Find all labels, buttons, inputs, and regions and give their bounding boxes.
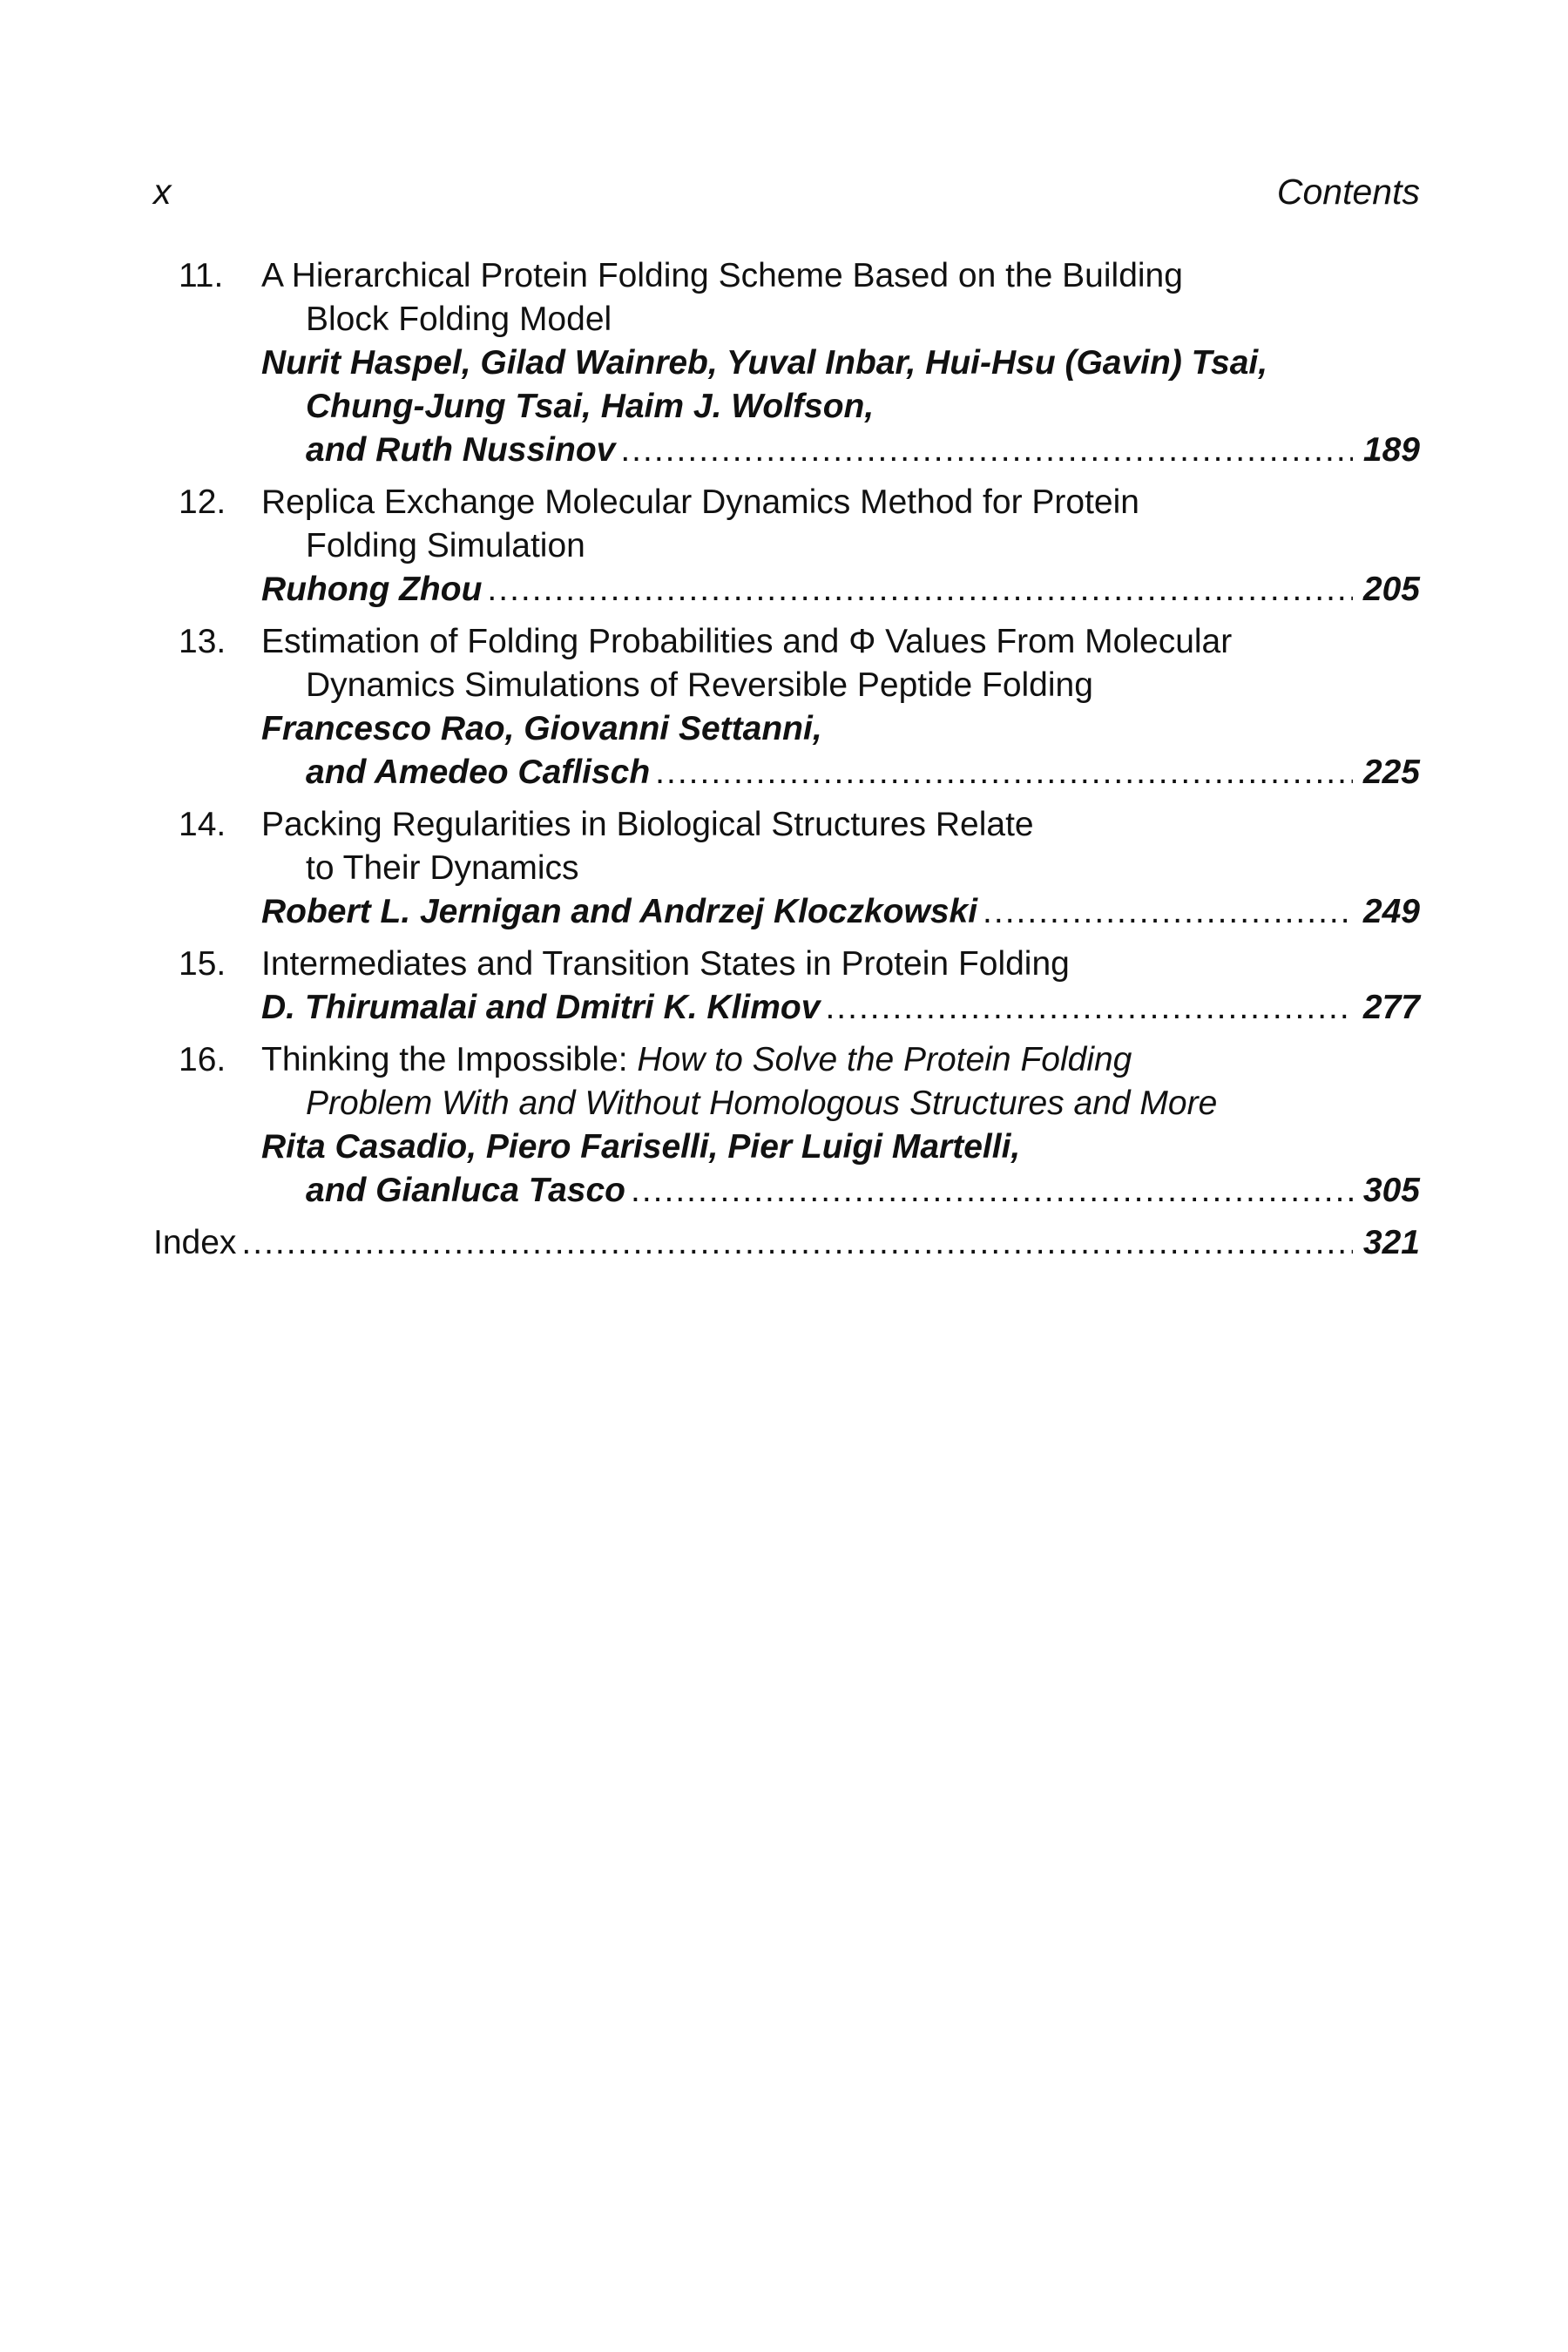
dot-leader <box>620 429 1353 472</box>
chapter-number: 14. <box>179 806 226 843</box>
toc-entry-16[interactable] <box>153 1038 1420 1213</box>
chapter-number: 11. <box>179 257 224 294</box>
dot-leader <box>825 986 1352 1030</box>
chapter-authors: Robert L. Jernigan and Andrzej Kloczkowski <box>261 893 978 930</box>
chapter-title: A Hierarchical Protein Folding Scheme Based on the Building <box>261 257 1183 294</box>
chapter-title: Intermediates and Transition States in Protein Folding <box>261 945 1070 983</box>
table-of-contents <box>153 254 1420 1274</box>
chapter-authors-cont: and Ruth Nussinov <box>306 431 616 469</box>
chapter-authors-cont: and Gianluca Tasco <box>306 1172 625 1209</box>
section-title: Contents <box>1276 172 1420 212</box>
toc-entry-13[interactable] <box>153 620 1420 794</box>
chapter-title-cont: Folding Simulation <box>306 527 585 564</box>
chapter-title: Estimation of Folding Probabilities and Φ Values From Molecular <box>261 623 1233 660</box>
page-folio: x <box>153 172 172 212</box>
dot-leader <box>487 568 1353 612</box>
page-number[interactable]: 225 <box>1362 754 1420 791</box>
chapter-authors-cont: and Amedeo Caflisch <box>306 754 651 791</box>
dot-leader <box>983 890 1353 934</box>
dot-leader <box>655 751 1353 794</box>
chapter-number: 13. <box>179 623 226 660</box>
page-number[interactable]: 189 <box>1362 431 1420 469</box>
page-number[interactable]: 321 <box>1362 1224 1420 1261</box>
chapter-title-cont: Block Folding Model <box>306 301 612 338</box>
chapter-authors: Ruhong Zhou <box>261 571 483 608</box>
toc-entry-11[interactable] <box>153 254 1420 472</box>
running-head <box>153 166 1420 218</box>
chapter-title: Thinking the Impossible: <box>261 1041 638 1078</box>
chapter-authors: Rita Casadio, Piero Fariselli, Pier Luigi Martelli, <box>261 1128 1021 1166</box>
chapter-authors: D. Thirumalai and Dmitri K. Klimov <box>261 989 821 1026</box>
page-number[interactable]: 249 <box>1362 893 1420 930</box>
page-number[interactable]: 277 <box>1362 989 1420 1026</box>
toc-entry-14[interactable] <box>153 803 1420 934</box>
chapter-title: Replica Exchange Molecular Dynamics Method for Protein <box>261 483 1139 521</box>
dot-leader <box>631 1169 1353 1213</box>
chapter-title: Packing Regularities in Biological Structures Relate <box>261 806 1034 843</box>
page-number[interactable]: 205 <box>1362 571 1420 608</box>
toc-entry-12[interactable] <box>153 481 1420 612</box>
chapter-number: 15. <box>179 945 226 983</box>
chapter-number: 12. <box>179 483 226 521</box>
chapter-number: 16. <box>179 1041 226 1078</box>
toc-entry-15[interactable] <box>153 943 1420 1030</box>
page-number[interactable]: 305 <box>1362 1172 1420 1209</box>
chapter-authors-cont: Chung-Jung Tsai, Haim J. Wolfson, <box>306 388 875 425</box>
index-label: Index <box>153 1224 237 1261</box>
chapter-authors: Francesco Rao, Giovanni Settanni, <box>261 710 822 747</box>
chapter-title-cont: to Their Dynamics <box>306 849 579 887</box>
chapter-title-cont: Dynamics Simulations of Reversible Peptide Folding <box>306 666 1093 704</box>
chapter-subtitle-cont: Problem With and Without Homologous Structures and More <box>306 1085 1218 1122</box>
toc-entry-index[interactable] <box>153 1221 1420 1265</box>
chapter-subtitle: How to Solve the Protein Folding <box>637 1041 1132 1078</box>
chapter-authors: Nurit Haspel, Gilad Wainreb, Yuval Inbar, Hui-Hsu (Gavin) Tsai, <box>261 344 1268 382</box>
dot-leader <box>241 1221 1353 1265</box>
